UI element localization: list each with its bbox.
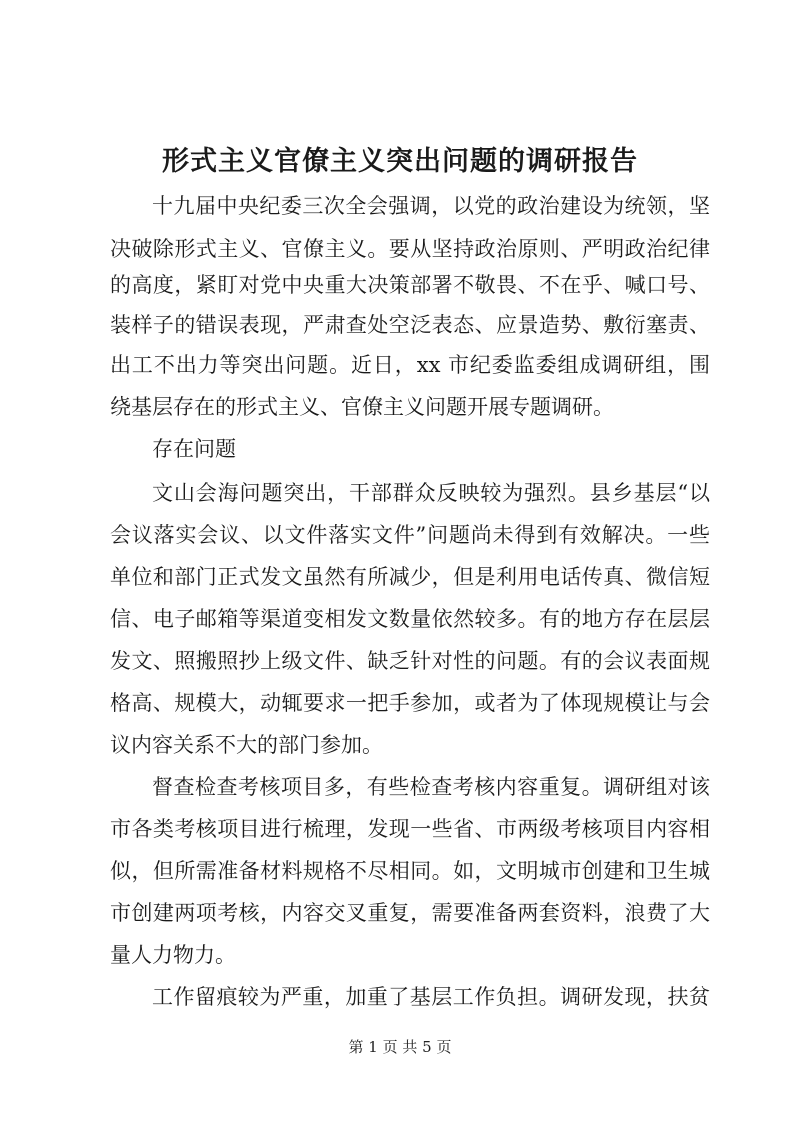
body-line: 出工不出力等突出问题。近日，xx 市纪委监委组成调研组，围 bbox=[110, 353, 710, 377]
page-footer: 第 1 页 共 5 页 bbox=[348, 1038, 452, 1056]
body-line: 信、电子邮箱等渠道变相发文数量依然较多。有的地方存在层层 bbox=[110, 607, 710, 631]
body-line: 装样子的错误表现，严肃查处空泛表态、应景造势、敷衍塞责、 bbox=[110, 313, 710, 337]
body-line: 督查检查考核项目多，有些检查考核内容重复。调研组对该 bbox=[152, 775, 710, 799]
body-line: 议内容关系不大的部门参加。 bbox=[110, 733, 383, 757]
section-heading: 存在问题 bbox=[152, 437, 236, 461]
document-title: 形式主义官僚主义突出问题的调研报告 bbox=[162, 146, 638, 177]
body-line: 市创建两项考核，内容交叉重复，需要准备两套资料，浪费了大 bbox=[110, 901, 710, 925]
body-line: 量人力物力。 bbox=[110, 943, 236, 967]
body-line: 的高度，紧盯对党中央重大决策部署不敬畏、不在乎、喊口号、 bbox=[110, 273, 710, 297]
body-line: 单位和部门正式发文虽然有所减少，但是利用电话传真、微信短 bbox=[110, 565, 710, 589]
body-line: 文山会海问题突出，干部群众反映较为强烈。县乡基层“以 bbox=[152, 481, 710, 505]
body-line: 市各类考核项目进行梳理，发现一些省、市两级考核项目内容相 bbox=[110, 817, 710, 841]
body-line: 似，但所需准备材料规格不尽相同。如，文明城市创建和卫生城 bbox=[110, 859, 710, 883]
body-line: 绕基层存在的形式主义、官僚主义问题开展专题调研。 bbox=[110, 395, 614, 419]
body-line: 发文、照搬照抄上级文件、缺乏针对性的问题。有的会议表面规 bbox=[110, 649, 710, 673]
body-line: 十九届中央纪委三次全会强调，以党的政治建设为统领，坚 bbox=[152, 194, 710, 218]
body-line: 决破除形式主义、官僚主义。要从坚持政治原则、严明政治纪律 bbox=[110, 237, 710, 261]
body-line: 工作留痕较为严重，加重了基层工作负担。调研发现，扶贫 bbox=[152, 985, 710, 1009]
body-line: 格高、规模大，动辄要求一把手参加，或者为了体现规模让与会 bbox=[110, 691, 710, 715]
body-line: 会议落实会议、以文件落实文件”问题尚未得到有效解决。一些 bbox=[110, 523, 710, 547]
